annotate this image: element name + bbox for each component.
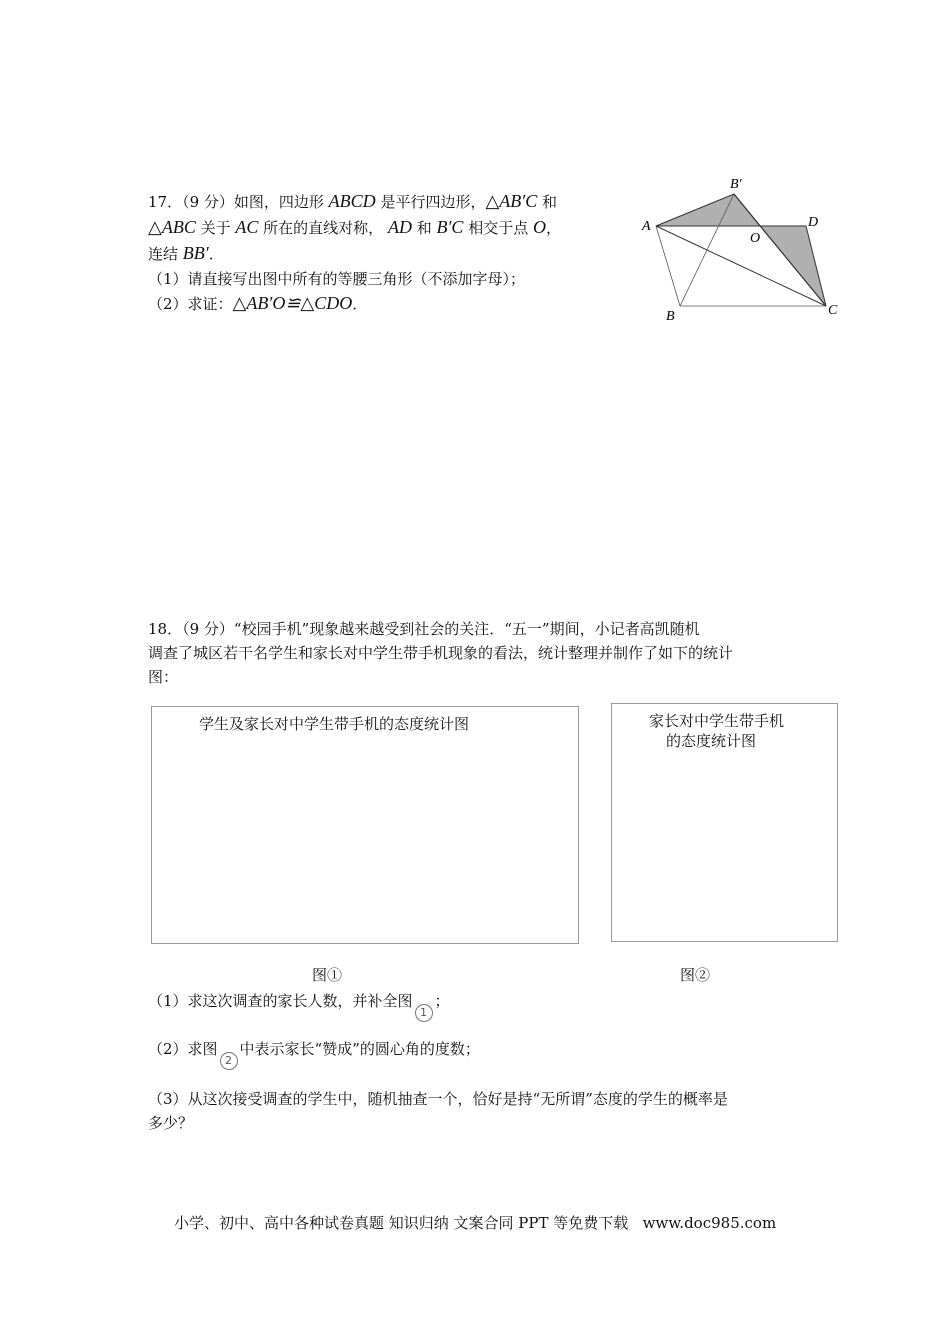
q17-line1: [148, 190, 557, 213]
math-AC: AC: [235, 217, 259, 237]
math-BBp: BB′: [182, 243, 209, 263]
q17-line3: [148, 242, 224, 265]
q17-text: ．: [352, 295, 368, 313]
label-D: D: [808, 215, 819, 230]
q17-text: 连结: [148, 245, 183, 263]
q17-text: 是平行四边形，: [375, 193, 486, 211]
q18-text: （1）求这次调查的家长人数，并补全图: [148, 992, 413, 1010]
q18-line1: 18．（9 分）“校园手机”现象越来越受到社会的关注．“五一”期间，小记者高凯随机: [148, 620, 700, 638]
q18-part3-line1: （3）从这次接受调查的学生中，随机抽查一个，恰好是持“无所谓”态度的学生的概率是: [148, 1090, 728, 1108]
figure-label-1: 图①: [312, 966, 343, 984]
math-AD: AD: [387, 217, 412, 237]
chart2-title-line2: 的态度统计图: [666, 733, 757, 750]
circled-number-2: 2: [220, 1052, 238, 1070]
circled-number-1: 1: [415, 1004, 433, 1022]
q18-part1: [148, 990, 450, 1022]
label-Bp: B′: [730, 177, 742, 192]
math-O: O: [533, 217, 546, 237]
math-congruence: △AB′O≌△CDO: [232, 293, 353, 313]
q17-text: ，: [546, 219, 562, 237]
segment-AB: [656, 226, 680, 306]
q18-part3-line2: 多少？: [148, 1114, 194, 1132]
math-ABCD: ABCD: [328, 191, 376, 211]
q17-text: 和: [537, 193, 558, 211]
q18-line2: 调查了城区若干名学生和家长对中学生带手机现象的看法，统计整理并制作了如下的统计: [148, 644, 734, 662]
q17-text: 关于: [195, 219, 236, 237]
q17-text: （2）求证：: [148, 295, 233, 313]
q17-text: 所在的直线对称，: [258, 219, 388, 237]
chart1-title: 学生及家长对中学生带手机的态度统计图: [199, 716, 470, 733]
shaded-triangle-ABpO: [656, 194, 760, 226]
q17-text: 17．（9 分）如图，四边形: [148, 193, 329, 211]
math-triangle-ABpC: △AB′C: [485, 191, 538, 211]
q18-line3: 图：: [148, 668, 179, 686]
q17-text: 相交于点: [463, 219, 533, 237]
q18-part2: [148, 1038, 480, 1070]
label-C: C: [828, 303, 838, 318]
chart2-title-line1: 家长对中学生带手机: [649, 713, 785, 730]
q17-text: 和: [411, 219, 437, 237]
q18-text: （2）求图: [148, 1040, 218, 1058]
label-O: O: [750, 231, 761, 246]
math-triangle-ABC: △ABC: [148, 217, 196, 237]
parallelogram-figure: [630, 170, 850, 330]
chart-frame-2: [611, 703, 838, 942]
label-A: A: [642, 219, 651, 234]
math-BpC: B′C: [436, 217, 464, 237]
figure-label-2: 图②: [680, 966, 711, 984]
q18-text: 中表示家长“赞成”的圆心角的度数；: [239, 1040, 480, 1058]
q17-part1: （1）请直接写出图中所有的等腰三角形（不添加字母）；: [148, 270, 526, 288]
label-B: B: [666, 309, 675, 324]
q17-part2: [148, 292, 367, 315]
q17-line2: [148, 216, 561, 239]
q17-text: ．: [208, 245, 224, 263]
q18-text: ；: [434, 992, 450, 1010]
page-footer: 小学、初中、高中各种试卷真题 知识归纳 文案合同 PPT 等免费下载 www.doc985.com: [174, 1214, 777, 1232]
chart-frame-1: [151, 706, 579, 944]
